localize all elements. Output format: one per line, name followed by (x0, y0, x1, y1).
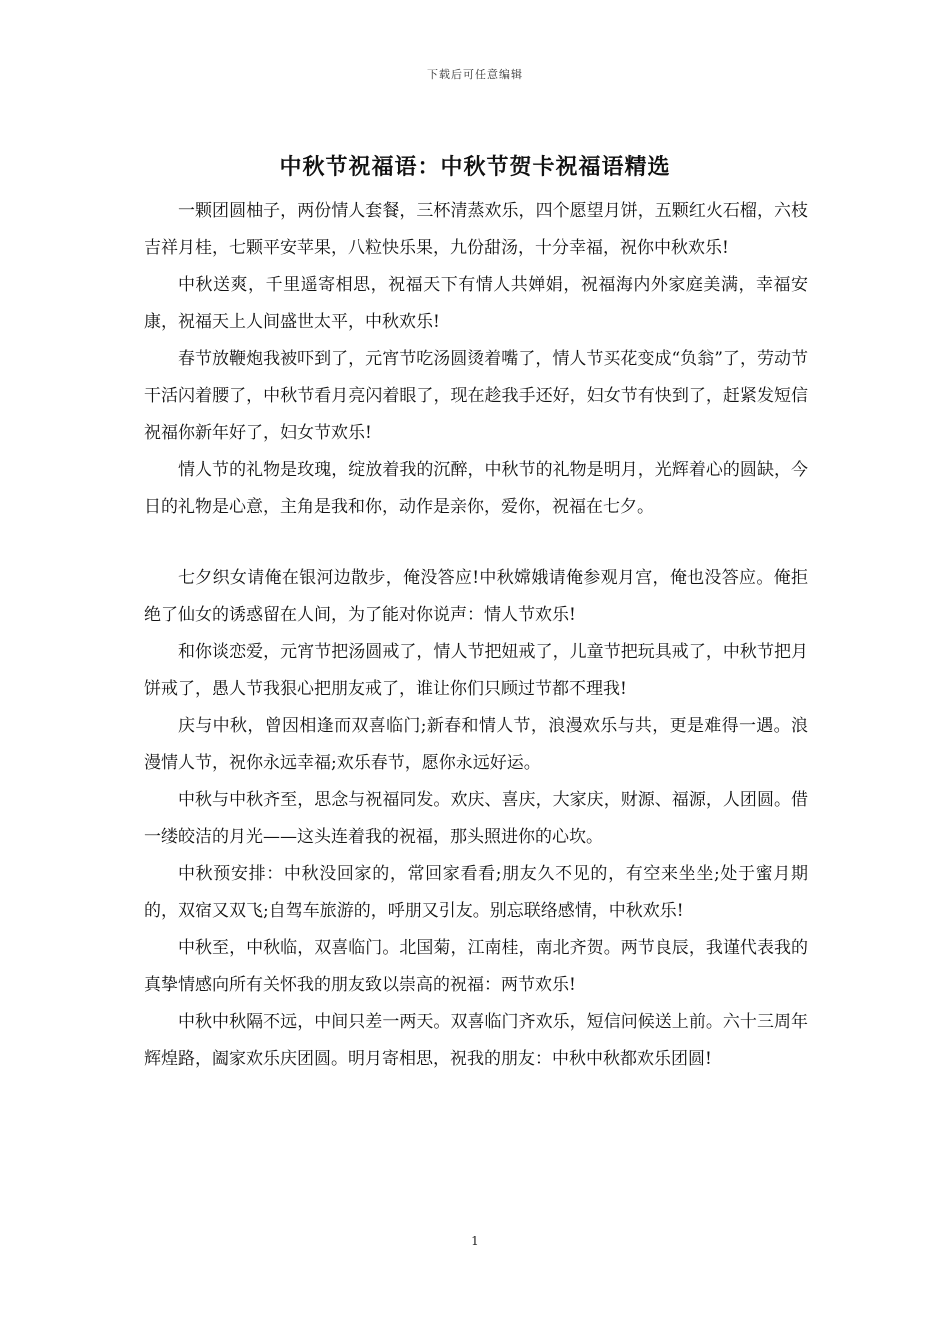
paragraph: 和你谈恋爱，元宵节把汤圆戒了，情人节把妞戒了，儿童节把玩具戒了，中秋节把月饼戒了，愚人节我狠心把朋友戒了，谁让你们只顾过节都不理我! (144, 642, 808, 699)
paragraph: 中秋与中秋齐至，思念与祝福同发。欢庆、喜庆，大家庆，财源、福源，人团圆。借一缕皎洁的月光——这头连着我的祝福，那头照进你的心坎。 (144, 790, 808, 847)
header-note: 下载后可任意编辑 (427, 68, 523, 81)
paragraph: 中秋送爽，千里遥寄相思，祝福天下有情人共婵娟，祝福海内外家庭美满，幸福安康，祝福天上人间盛世太平，中秋欢乐! (144, 275, 808, 332)
paragraph: 中秋至，中秋临，双喜临门。北国菊，江南桂，南北齐贺。两节良辰，我谨代表我的真挚情感向所有关怀我的朋友致以崇高的祝福：两节欢乐! (144, 938, 808, 995)
page-number: 1 (471, 1234, 479, 1248)
paragraph: 春节放鞭炮我被吓到了，元宵节吃汤圆烫着嘴了，情人节买花变成“负翁”了，劳动节干活闪着腰了，中秋节看月亮闪着眼了，现在趁我手还好，妇女节有快到了，赶紧发短信祝福你新年好了，妇女节欢乐! (144, 349, 808, 443)
document-body (144, 193, 808, 1078)
paragraph: 中秋预安排：中秋没回家的，常回家看看;朋友久不见的，有空来坐坐;处于蜜月期的，双宿又双飞;自驾车旅游的，呼朋又引友。别忘联络感情，中秋欢乐! (144, 864, 808, 921)
paragraph: 庆与中秋，曾因相逢而双喜临门;新春和情人节，浪漫欢乐与共，更是难得一遇。浪漫情人节，祝你永远幸福;欢乐春节，愿你永远好运。 (144, 716, 808, 773)
document-title: 中秋节祝福语：中秋节贺卡祝福语精选 (279, 154, 671, 180)
paragraph: 中秋中秋隔不远，中间只差一两天。双喜临门齐欢乐，短信问候送上前。六十三周年辉煌路，阖家欢乐庆团圆。明月寄相思，祝我的朋友：中秋中秋都欢乐团圆! (144, 1012, 808, 1069)
paragraph: 一颗团圆柚子，两份情人套餐，三杯清蒸欢乐，四个愿望月饼，五颗红火石榴，六枝吉祥月桂，七颗平安苹果，八粒快乐果，九份甜汤，十分幸福，祝你中秋欢乐! (144, 201, 808, 258)
paragraph: 情人节的礼物是玫瑰，绽放着我的沉醉，中秋节的礼物是明月，光辉着心的圆缺，今日的礼物是心意，主角是我和你，动作是亲你，爱你，祝福在七夕。 (144, 460, 808, 517)
paragraph: 七夕织女请俺在银河边散步，俺没答应!中秋嫦娥请俺参观月宫，俺也没答应。俺拒绝了仙女的诱惑留在人间，为了能对你说声：情人节欢乐! (144, 568, 808, 625)
